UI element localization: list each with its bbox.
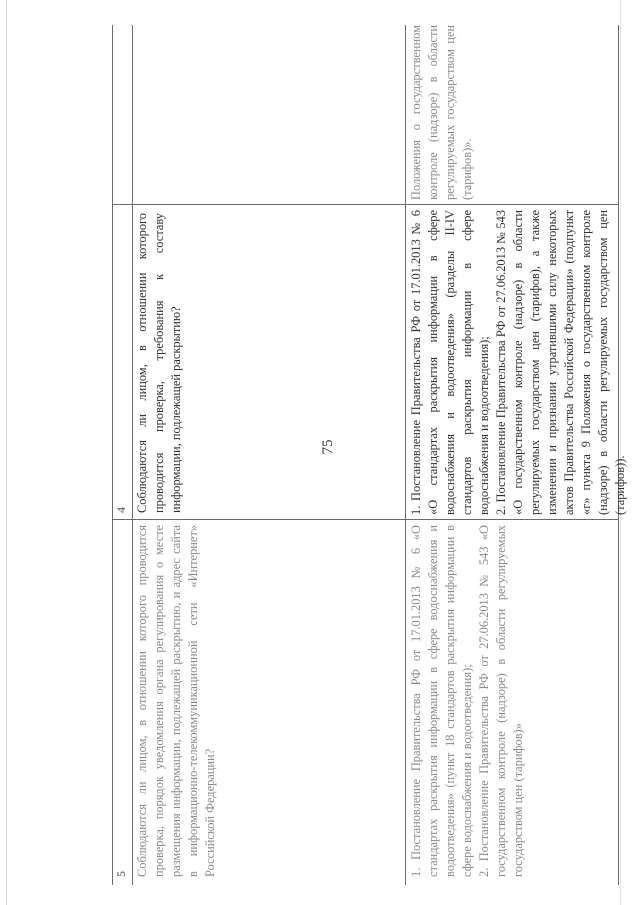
page-number: 75 xyxy=(320,439,336,455)
row-4-question: Соблюдаются ли лицом, в отношении которого проводится проверка, требования к составу информации, подлежащей раскрытию? xyxy=(135,213,183,513)
table-border-top xyxy=(112,25,113,885)
row-5-number: 5 xyxy=(114,871,128,877)
table-border-num-col xyxy=(132,25,133,885)
row-4-number: 4 xyxy=(114,507,128,513)
row-5-legal-basis xyxy=(408,525,616,877)
row-5-legal-2: 2. Постановление Правительства РФ от 27.06.2013 № 543 «О государственном контроле (надзоре) в области регулируемых государством цен (тарифов)» xyxy=(477,525,525,877)
row-4-legal-1: 1. Постановление Правительства РФ от 17.01.2013 № 6 «О стандартах раскрытия информации в сфере водоснабжения и водоотведения» (разделы II-IV стандартов раскрытия информации в сфере водоснабжения и водоотведения); xyxy=(409,210,491,515)
row-separator-upper xyxy=(112,204,618,205)
table-border-question-col xyxy=(405,25,406,885)
row-4-legal-2: 2. Постановление Правительства РФ от 27.06.2013 № 543 «О государственном контроле (надзоре) в области регулируемых государством цен (тарифов), а также изменении и признании утратившими силу некоторых актов Правительства Российской Федерации» (подпункт «г» пункта 9 Положения о государственном контроле (надзоре) в области регулируемых государством цен (тарифов)). xyxy=(494,210,627,515)
row-4-legal-basis xyxy=(408,210,627,515)
row-5-question: Соблюдаются ли лицом, в отношении которого проводится проверка, порядок уведомления органа регулирования о месте размещения информации, подлежащей раскрытию, и адрес сайта в информационно-телекоммуникационной сети «Интернет» Российской Федерации? xyxy=(135,525,217,877)
row-3-legal-continuation: Положения о государственном контроле (надзоре) в области регулируемых государством цен (тарифов)». xyxy=(409,25,474,200)
row-5-legal-1: 1. Постановление Правительства РФ от 17.01.2013 № 6 «О стандартах раскрытия информации в сфере водоснабжения и водоотведения» (пункт 18 стандартов раскрытия информации в сфере водоснабжения и водоотведения); xyxy=(409,525,474,877)
row-separator-4-5 xyxy=(112,519,618,520)
